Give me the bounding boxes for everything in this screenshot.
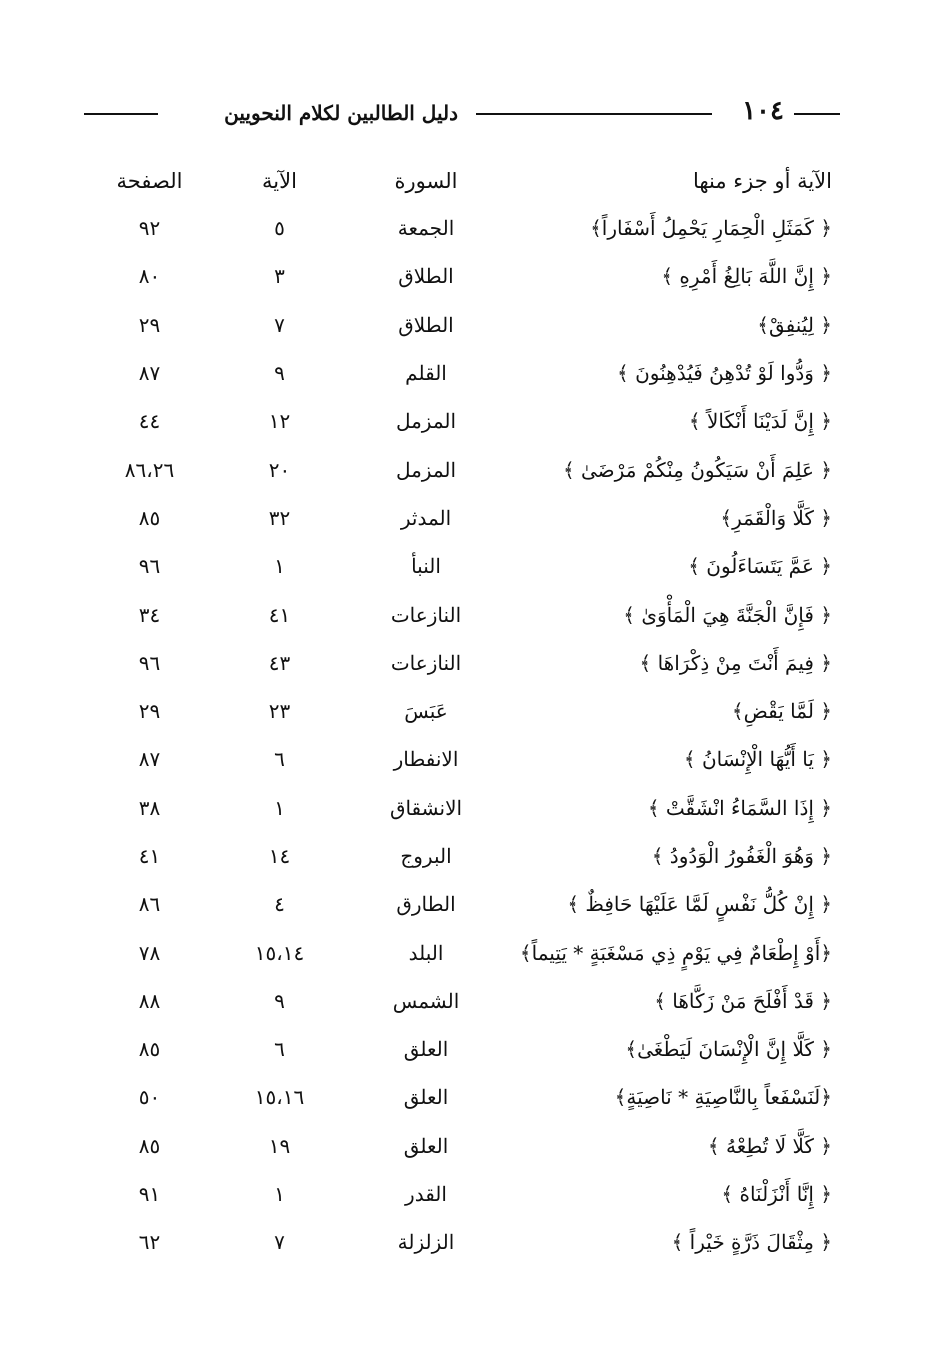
surah-cell: الشمس xyxy=(392,988,460,1013)
table-row xyxy=(92,1025,832,1073)
surah-cell: الطلاق xyxy=(398,264,454,289)
table-row xyxy=(92,977,832,1025)
surah-cell: المدثر xyxy=(400,505,452,530)
page-cell: ٨٨ xyxy=(138,988,161,1013)
surah-cell: الطلاق xyxy=(398,312,454,337)
surah-cell: العلق xyxy=(403,1133,449,1158)
verse-cell: ﴿ قَدْ أَفْلَحَ مَنْ زَكَّاهَا ﴾ xyxy=(654,988,832,1013)
page-cell: ٣٤ xyxy=(138,602,161,627)
surah-cell: الانشقاق xyxy=(389,795,463,820)
ayah-cell: ٦ xyxy=(274,747,285,772)
ayah-cell: ١٩ xyxy=(268,1133,291,1158)
page-cell: ٥٠ xyxy=(138,1085,161,1110)
ayah-cell: ٣٢ xyxy=(268,505,291,530)
table-row xyxy=(92,397,832,445)
table-row xyxy=(92,494,832,542)
verse-cell: ﴿ إِنَّ اللَّهَ بَالِغُ أَمْرِهِ ﴾ xyxy=(661,264,832,289)
surah-cell: النازعات xyxy=(390,650,462,675)
table-header xyxy=(92,158,832,204)
surah-cell: البلد xyxy=(408,940,444,965)
verse-index-table xyxy=(92,158,832,1267)
column-header-verse: الآية أو جزء منها xyxy=(692,169,832,193)
verse-cell: ﴿لَنَسْفَعاً بِالنَّاصِيَةِ * نَاصِيَةٍ﴾ xyxy=(614,1085,832,1110)
surah-cell: القلم xyxy=(405,361,447,386)
ayah-cell: ٢٣ xyxy=(268,699,291,724)
ayah-cell: ١٢ xyxy=(268,409,291,434)
ayah-cell: ٧ xyxy=(274,1230,285,1255)
page-cell: ٩٦ xyxy=(138,554,161,579)
column-header-surah: السورة xyxy=(394,169,458,193)
verse-cell: ﴿ مِثْقَالَ ذَرَّةٍ خَيْراً ﴾ xyxy=(671,1230,832,1255)
page-cell: ٩١ xyxy=(138,1182,161,1207)
surah-cell: البروج xyxy=(400,844,452,868)
verse-cell: ﴿ إِنَّا أَنْزَلْنَاهُ ﴾ xyxy=(721,1182,832,1207)
running-title: دليل الطالبين لكلام النحويين xyxy=(224,101,458,125)
page-cell: ٨٧ xyxy=(138,361,161,386)
page-cell: ٤٤ xyxy=(138,409,161,434)
surah-cell: القدر xyxy=(405,1182,447,1207)
surah-cell: المزمل xyxy=(395,409,457,434)
verse-cell: ﴿ لَمَّا يَقْضِ﴾ xyxy=(731,699,832,724)
table-row xyxy=(92,1073,832,1121)
verse-cell: ﴿ فَإِنَّ الْجَنَّةَ هِيَ الْمَأْوَىٰ ﴾ xyxy=(623,602,832,627)
verse-cell: ﴿ عَمَّ يَتَسَاءَلُونَ ﴾ xyxy=(688,554,832,579)
table-row xyxy=(92,204,832,252)
ayah-cell: ٩ xyxy=(274,988,285,1013)
page-cell: ٨٥ xyxy=(138,1037,161,1062)
ayah-cell: ٥ xyxy=(274,216,285,241)
page-cell: ٨٠ xyxy=(138,264,161,289)
verse-cell: ﴿ كَلَّا لَا تُطِعْهُ ﴾ xyxy=(707,1133,832,1158)
table-row xyxy=(92,928,832,976)
verse-cell: ﴿ وَهُوَ الْغَفُورُ الْوَدُودُ ﴾ xyxy=(651,844,832,868)
ayah-cell: ١٥،١٦ xyxy=(254,1085,305,1110)
column-header-ayah: الآية xyxy=(262,169,297,193)
ayah-cell: ٤ xyxy=(274,892,285,917)
surah-cell: النازعات xyxy=(390,602,462,627)
column-header-page: الصفحة xyxy=(116,169,183,193)
page-cell: ٤١ xyxy=(138,844,161,868)
page-cell: ٦٢ xyxy=(138,1230,161,1255)
ayah-cell: ٧ xyxy=(274,312,285,337)
table-row xyxy=(92,1170,832,1218)
page-cell: ٨٥ xyxy=(138,1133,161,1158)
ayah-cell: ٩ xyxy=(274,361,285,386)
surah-cell: العلق xyxy=(403,1085,449,1110)
verse-cell: ﴿ يَا أَيُّهَا الْإِنْسَانُ ﴾ xyxy=(683,747,832,772)
surah-cell: العلق xyxy=(403,1037,449,1062)
ayah-cell: ٣ xyxy=(274,264,285,289)
table-row xyxy=(92,832,832,880)
header-rule-middle xyxy=(476,113,712,115)
verse-cell: ﴿ إِذَا السَّمَاءُ انْشَقَّتْ ﴾ xyxy=(647,795,832,820)
ayah-cell: ١٥،١٤ xyxy=(254,940,305,965)
ayah-cell: ٢٠ xyxy=(268,457,291,482)
table-body xyxy=(92,204,832,1267)
page-cell: ٨٧ xyxy=(138,747,161,772)
ayah-cell: ٤٣ xyxy=(268,650,291,675)
verse-cell: ﴿ إِنَّ لَدَيْنَا أَنْكَالاً ﴾ xyxy=(688,409,832,434)
verse-cell: ﴿ كَلَّا إِنَّ الْإِنْسَانَ لَيَطْغَىٰ﴾ xyxy=(625,1037,832,1062)
verse-cell: ﴿ كَلَّا وَالْقَمَرِ﴾ xyxy=(720,505,832,530)
surah-cell: النبأ xyxy=(411,554,441,579)
surah-cell: الانفطار xyxy=(393,747,459,772)
table-row xyxy=(92,639,832,687)
page-cell: ٨٥ xyxy=(138,505,161,530)
verse-cell: ﴿ عَلِمَ أَنْ سَيَكُونُ مِنْكُمْ مَرْضَىٰ ﴾ xyxy=(562,457,832,482)
verse-cell: ﴿ إِنْ كُلُّ نَفْسٍ لَمَّا عَلَيْهَا حَافِظٌ ﴾ xyxy=(567,892,832,917)
table-row xyxy=(92,542,832,590)
verse-cell: ﴿ لِيُنفِقْ﴾ xyxy=(757,312,832,337)
page-cell: ٩٢ xyxy=(138,216,161,241)
table-row xyxy=(92,880,832,928)
table-row xyxy=(92,1122,832,1170)
verse-cell: ﴿أَوْ إِطْعَامٌ فِي يَوْمٍ ذِي مَسْغَبَةٍ * يَتِيماً﴾ xyxy=(519,940,832,965)
table-row xyxy=(92,590,832,638)
page-number: ١٠٤ xyxy=(742,96,784,126)
ayah-cell: ١٤ xyxy=(268,844,291,868)
ayah-cell: ١ xyxy=(274,795,285,820)
verse-cell: ﴿ كَمَثَلِ الْحِمَارِ يَحْمِلُ أَسْفَاراً﴾ xyxy=(590,216,832,241)
ayah-cell: ١ xyxy=(274,554,285,579)
surah-cell: الجمعة xyxy=(397,216,455,241)
table-row xyxy=(92,784,832,832)
page-cell: ٧٨ xyxy=(138,940,161,965)
table-row xyxy=(92,349,832,397)
verse-cell: ﴿ وَدُّوا لَوْ تُدْهِنُ فَيُدْهِنُونَ ﴾ xyxy=(617,361,832,386)
table-row xyxy=(92,1218,832,1266)
table-header-row xyxy=(92,158,832,204)
table-row xyxy=(92,445,832,493)
page-cell: ٨٦،٢٦ xyxy=(124,457,175,482)
page-cell: ٢٩ xyxy=(138,699,161,724)
page-cell: ٣٨ xyxy=(138,795,161,820)
surah-cell: عَبَسَ xyxy=(404,699,448,724)
surah-cell: المزمل xyxy=(395,457,457,482)
table-row xyxy=(92,735,832,783)
surah-cell: الطارق xyxy=(396,892,456,917)
page-cell: ٨٦ xyxy=(138,892,161,917)
table-row xyxy=(92,301,832,349)
page-cell: ٩٦ xyxy=(138,650,161,675)
ayah-cell: ٤١ xyxy=(268,602,291,627)
table-row xyxy=(92,252,832,300)
header-rule-right xyxy=(794,113,840,115)
ayah-cell: ١ xyxy=(274,1182,285,1207)
ayah-cell: ٦ xyxy=(274,1037,285,1062)
surah-cell: الزلزلة xyxy=(397,1230,455,1255)
verse-cell: ﴿ فِيمَ أَنْتَ مِنْ ذِكْرَاهَا ﴾ xyxy=(639,650,832,675)
header-rule-left xyxy=(84,113,158,115)
table-row xyxy=(92,687,832,735)
page-header xyxy=(84,92,840,132)
page-cell: ٢٩ xyxy=(138,312,161,337)
